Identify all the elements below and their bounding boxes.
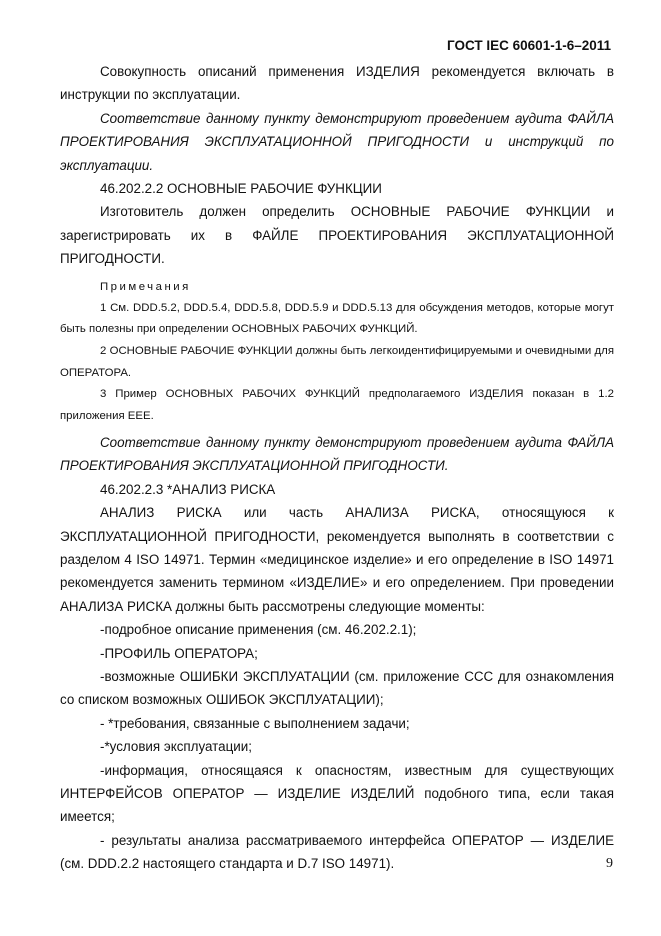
paragraph-compliance-2: Соответствие данному пункту демонстрируют проведением аудита ФАЙЛА ПРОЕКТИРОВАНИЯ ЭКСПЛУАТАЦИОННОЙ ПРИГОДНОСТИ. (60, 434, 614, 474)
list-item: -информация, относящаяся к опасностям, известным для существующих ИНТЕРФЕЙСОВ ОПЕРАТОР — ИЗДЕЛИЕ ИЗДЕЛИЙ подобного типа, если такая имеется; (60, 762, 614, 825)
section-heading-primary-functions: 46.202.2.2 ОСНОВНЫЕ РАБОЧИЕ ФУНКЦИИ (100, 181, 382, 197)
list-item: -возможные ОШИБКИ ЭКСПЛУАТАЦИИ (см. приложение ССС для ознакомления со списком возможных ОШИБОК ЭКСПЛУАТАЦИИ); (60, 668, 614, 708)
list-item: - *требования, связанные с выполнением задачи; (100, 715, 410, 731)
page-number: 9 (606, 856, 613, 871)
paragraph-usage-descriptions: Совокупность описаний применения ИЗДЕЛИЯ рекомендуется включать в инструкции по эксплуатации. (60, 64, 614, 103)
notes-heading: Примечания (100, 280, 191, 293)
document-header: ГОСТ IEC 60601-1-6–2011 (447, 38, 611, 53)
paragraph-manufacturer-duty: Изготовитель должен определить ОСНОВНЫЕ РАБОЧИЕ ФУНКЦИИ и зарегистрировать их в ФАЙЛЕ ПРОЕКТИРОВАНИЯ ЭКСПЛУАТАЦИОННОЙ ПРИГОДНОСТИ. (60, 204, 614, 267)
note-item: 1 См. DDD.5.2, DDD.5.4, DDD.5.8, DDD.5.9 и DDD.5.13 для обсуждения методов, которые могут быть полезны при определении ОСНОВНЫХ РАБОЧИХ ФУНКЦИЙ. (60, 301, 614, 336)
paragraph-compliance-1: Соответствие данному пункту демонстрируют проведением аудита ФАЙЛА ПРОЕКТИРОВАНИЯ ЭКСПЛУАТАЦИОННОЙ ПРИГОДНОСТИ и инструкций по эксплуатации. (60, 110, 614, 173)
list-item: -ПРОФИЛЬ ОПЕРАТОРА; (100, 645, 258, 661)
list-item: -подробное описание применения (см. 46.202.2.1); (100, 622, 417, 638)
list-item: -*условия эксплуатации; (100, 739, 252, 755)
paragraph-risk-analysis: АНАЛИЗ РИСКА или часть АНАЛИЗА РИСКА, относящуюся к ЭКСПЛУАТАЦИОННОЙ ПРИГОДНОСТИ, рекомендуется выполнять в соответствии с разделом 4 ISO 14971. Термин «медицинское изделие» и его определение в ISO 14971 рекомендуется заменить термином «ИЗДЕЛИЕ» и его определением. При проведении АНАЛИЗА РИСКА должны быть рассмотрены следующие моменты: (60, 505, 614, 614)
note-item: 3 Пример ОСНОВНЫХ РАБОЧИХ ФУНКЦИЙ предполагаемого ИЗДЕЛИЯ показан в 1.2 приложения ЕЕЕ. (60, 388, 614, 423)
note-item: 2 ОСНОВНЫЕ РАБОЧИЕ ФУНКЦИИ должны быть легкоидентифицируемыми и очевидными для ОПЕРАТОРА. (60, 345, 614, 379)
page-content (60, 60, 614, 876)
section-heading-risk-analysis: 46.202.2.3 *АНАЛИЗ РИСКА (100, 481, 276, 497)
list-item: - результаты анализа рассматриваемого интерфейса ОПЕРАТОР — ИЗДЕЛИЕ (см. DDD.2.2 настоящего стандарта и D.7 ISO 14971). (60, 832, 614, 872)
